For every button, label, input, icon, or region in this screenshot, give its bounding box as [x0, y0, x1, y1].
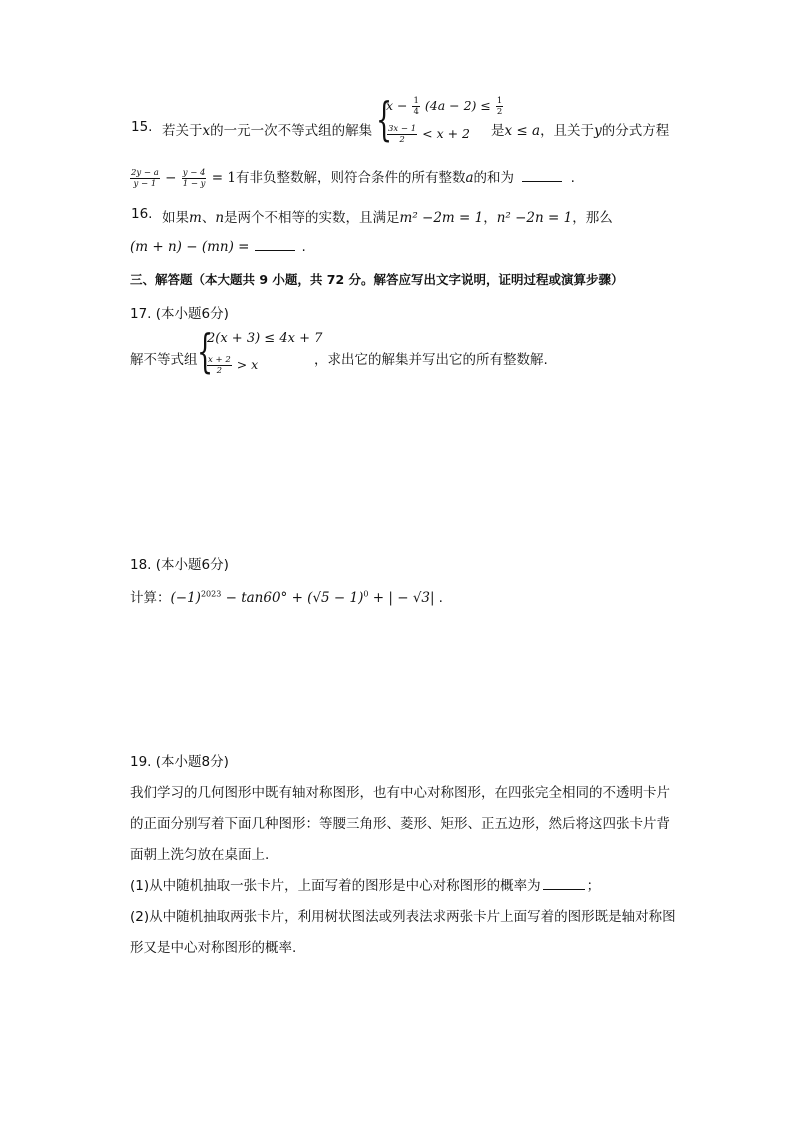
answer-blank[interactable]: [255, 238, 295, 251]
q18-header: 18. (本小题6分): [130, 557, 229, 573]
q17-text-lead: 解不等式组: [130, 352, 198, 368]
q16-text: 如果m、n是两个不相等的实数，且满足m² −2m = 1，n² −2n = 1，那么: [162, 210, 613, 226]
q16-expression-line: (m + n) − (mn) = .: [130, 239, 306, 255]
fraction: $\frac{y - 4}{1 - y}$: [182, 167, 206, 189]
fraction: $\frac{2y - a}{y - 1}$: [131, 167, 159, 189]
answer-blank[interactable]: [522, 169, 562, 182]
answer-blank[interactable]: [543, 877, 585, 890]
fraction: $\frac{1}{4}$: [413, 96, 419, 117]
q15-equation-line: $\frac{2y - a}{y - 1}$ − $\frac{y - 4}{1 - y}$ = 1有非负整数解，则符合条件的所有整数a的和为 .: [131, 167, 575, 189]
q15-number: 15.: [131, 119, 153, 135]
section-3-title: 三、解答题（本大题共 9 小题，共 72 分。解答应写出文字说明，证明过程或演算步骤）: [130, 272, 624, 287]
q15-system-line-1: x − $\frac{1}{4}$ (4a − 2) ≤ $\frac{1}{2}$: [386, 96, 503, 117]
q19-subquestion-2-line-2: 形又是中心对称图形的概率.: [130, 940, 297, 956]
q19-paragraph-line-3: 面朝上洗匀放在桌面上.: [130, 847, 270, 863]
q17-header: 17. (本小题6分): [130, 306, 229, 322]
q19-header: 19. (本小题8分): [130, 754, 229, 770]
q17-text-cont: ，求出它的解集并写出它的所有整数解.: [314, 352, 548, 368]
left-brace: {: [197, 324, 214, 378]
q19-subquestion-2-line-1: (2)从中随机抽取两张卡片，利用树状图法或列表法求两张卡片上面写着的图形既是轴对称图: [130, 909, 676, 925]
q15-text-cont: 是x ≤ a，且关于y的分式方程: [491, 123, 670, 139]
q17-system-line-2: $\frac{x + 2}{2}$ > x: [208, 355, 259, 376]
left-brace: {: [376, 92, 393, 146]
fraction: $\frac{1}{2}$: [496, 96, 503, 117]
q18-expression-line: 计算：$(-1)^{2023} - \tan 60^\circ + (√5 - 1)^0$ + | − √3| .: [130, 589, 443, 606]
q19-paragraph-line-2: 的正面分别写着下面几种图形：等腰三角形、菱形、矩形、正五边形，然后将这四张卡片背: [130, 816, 670, 832]
fraction: $\frac{x + 2}{2}$: [208, 355, 231, 376]
q16-number: 16.: [131, 206, 153, 222]
fraction: $\frac{3x - 1}{2}$: [388, 124, 417, 145]
q19-paragraph-line-1: 我们学习的几何图形中既有轴对称图形，也有中心对称图形，在四张完全相同的不透明卡片: [130, 785, 670, 801]
q17-system-line-1: 2(x + 3) ≤ 4x + 7: [207, 331, 323, 346]
q15-system-line-2: $\frac{3x - 1}{2}$ < x + 2: [388, 124, 470, 145]
q19-subquestion-1: (1)从中随机抽取一张卡片，上面写着的图形是中心对称图形的概率为 ；: [130, 878, 601, 894]
q15-text: 若关于x的一元一次不等式组的解集: [162, 123, 373, 139]
